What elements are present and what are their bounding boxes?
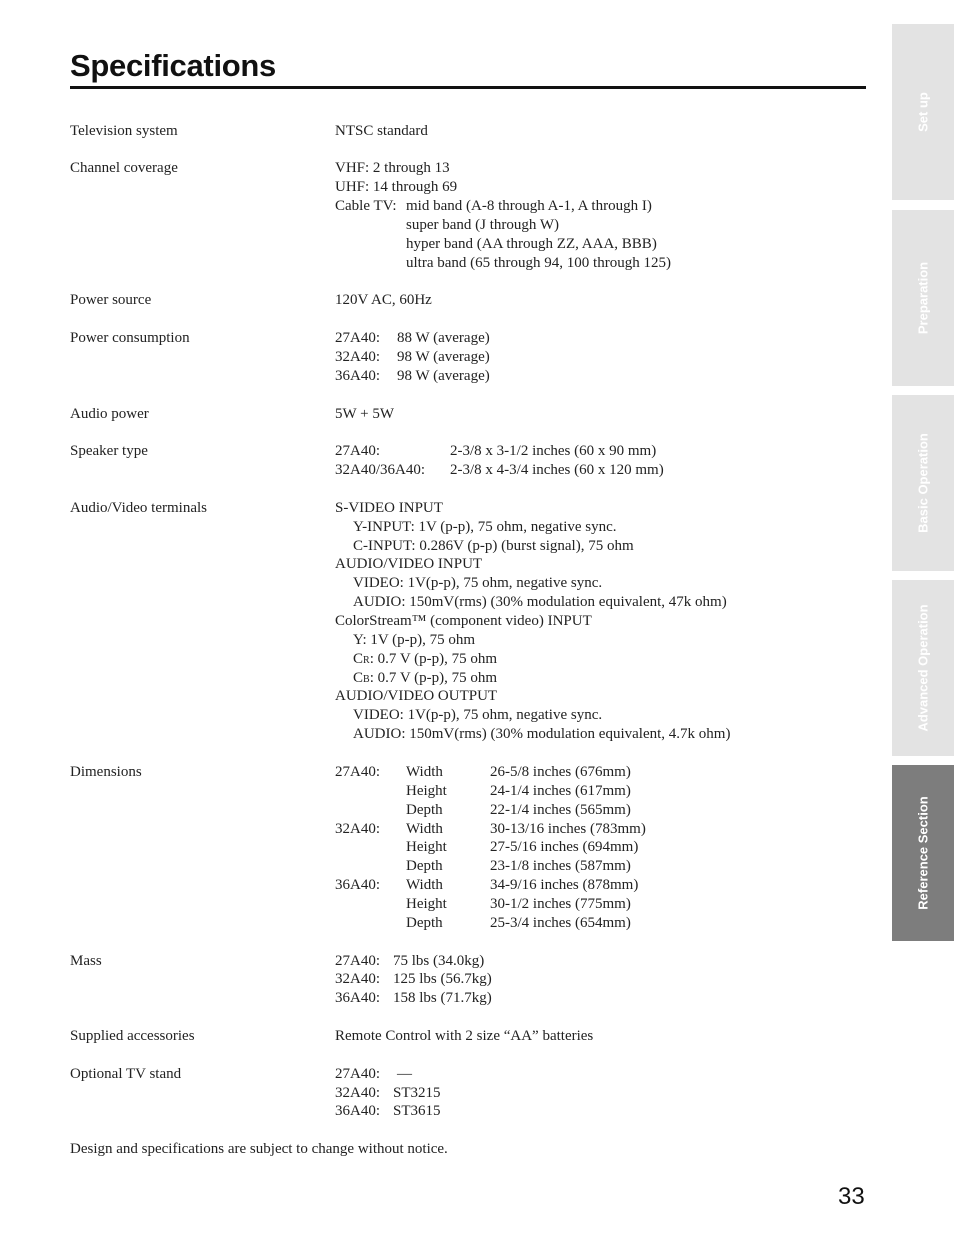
spec-value: Y-INPUT: 1V (p-p), 75 ohm, negative sync. [353,519,617,535]
spec-value: — [397,1066,412,1082]
model-label: 27A40: [335,330,380,346]
model-label: 32A40: [335,971,380,987]
spec-value: 2-3/8 x 4-3/4 inches (60 x 120 mm) [450,462,664,478]
dimension-name: Width [406,764,443,780]
dimension-name: Height [406,839,447,855]
spec-value: AUDIO: 150mV(rms) (30% modulation equivalent, 4.7k ohm) [353,726,731,742]
tab-set-up[interactable] [892,24,954,200]
model-label: 36A40: [335,1103,380,1119]
spec-value: VIDEO: 1V(p-p), 75 ohm, negative sync. [353,707,603,723]
spec-cable-band: mid band (A-8 through A-1, A through I) [406,198,652,214]
spec-cable-prefix: Cable TV: [335,198,397,214]
dimension-name: Depth [406,802,443,818]
tab-label: Advanced Operation [915,604,931,732]
dimension-name: Width [406,821,443,837]
dimension-name: Height [406,783,447,799]
model-label: 32A40: [335,821,380,837]
dimension-value: 34-9/16 inches (878mm) [490,877,639,893]
model-label: 27A40: [335,953,380,969]
spec-value-audio-power: 5W + 5W [335,406,395,422]
dimension-value: 27-5/16 inches (694mm) [490,839,639,855]
spec-value-cb: CB: 0.7 V (p-p), 75 ohm [353,670,498,686]
title-rule [70,86,866,89]
dimension-value: 22-1/4 inches (565mm) [490,802,631,818]
spec-heading-svideo: S-VIDEO INPUT [335,500,443,516]
model-label: 27A40: [335,764,380,780]
dimension-name: Height [406,896,447,912]
spec-value: 2-3/8 x 3-1/2 inches (60 x 90 mm) [450,443,657,459]
spec-value: 158 lbs (71.7kg) [393,990,492,1006]
spec-value: 98 W (average) [397,368,490,384]
tab-label: Basic Operation [915,433,931,533]
dimension-name: Depth [406,915,443,931]
model-label: 27A40: [335,443,380,459]
dimension-value: 25-3/4 inches (654mm) [490,915,631,931]
spec-label-power-source: Power source [70,292,152,308]
dimension-value: 30-13/16 inches (783mm) [490,821,646,837]
spec-value-vhf: VHF: 2 through 13 [335,160,450,176]
model-label: 36A40: [335,990,380,1006]
dimension-value: 26-5/8 inches (676mm) [490,764,631,780]
spec-label-power-consumption: Power consumption [70,330,190,346]
tab-advanced-operation[interactable] [892,580,954,756]
footnote: Design and specifications are subject to change without notice. [70,1141,448,1157]
spec-heading-av-input: AUDIO/VIDEO INPUT [335,556,483,572]
spec-value: Y: 1V (p-p), 75 ohm [353,632,476,648]
dimension-value: 24-1/4 inches (617mm) [490,783,631,799]
spec-cable-band: hyper band (AA through ZZ, AAA, BBB) [406,236,657,252]
model-label: 32A40/36A40: [335,462,425,478]
spec-label-av-terminals: Audio/Video terminals [70,500,207,516]
dimension-name: Depth [406,858,443,874]
tab-preparation[interactable] [892,210,954,386]
tab-basic-operation[interactable] [892,395,954,571]
model-label: 36A40: [335,877,380,893]
tab-label: Preparation [915,261,931,335]
spec-value-cr: CR: 0.7 V (p-p), 75 ohm [353,651,498,667]
spec-value-power-source: 120V AC, 60Hz [335,292,432,308]
spec-value: C-INPUT: 0.286V (p-p) (burst signal), 75 ohm [353,538,634,554]
spec-label-mass: Mass [70,953,102,969]
model-label: 36A40: [335,368,380,384]
spec-value: 75 lbs (34.0kg) [393,953,485,969]
spec-heading-colorstream: ColorStream™ (component video) INPUT [335,613,592,629]
spec-value: 125 lbs (56.7kg) [393,971,492,987]
spec-cable-band: super band (J through W) [406,217,560,233]
dimension-value: 23-1/8 inches (587mm) [490,858,631,874]
model-label: 27A40: [335,1066,380,1082]
spec-label-accessories: Supplied accessories [70,1028,195,1044]
spec-label-tv-stand: Optional TV stand [70,1066,182,1082]
tab-label: Reference Section [915,796,931,910]
spec-value: 88 W (average) [397,330,490,346]
spec-value: ST3615 [393,1103,441,1119]
spec-value: VIDEO: 1V(p-p), 75 ohm, negative sync. [353,575,603,591]
dimension-value: 30-1/2 inches (775mm) [490,896,631,912]
model-label: 32A40: [335,1085,380,1101]
spec-label-channel: Channel coverage [70,160,178,176]
spec-label-tv-system: Television system [70,123,178,139]
spec-value-uhf: UHF: 14 through 69 [335,179,458,195]
spec-value: AUDIO: 150mV(rms) (30% modulation equivalent, 47k ohm) [353,594,727,610]
model-label: 32A40: [335,349,380,365]
spec-value-accessories: Remote Control with 2 size “AA” batteries [335,1028,594,1044]
spec-cable-band: ultra band (65 through 94, 100 through 125) [406,255,671,271]
dimension-name: Width [406,877,443,893]
spec-label-dimensions: Dimensions [70,764,142,780]
spec-label-audio-power: Audio power [70,406,149,422]
spec-label-speaker: Speaker type [70,443,148,459]
spec-value: ST3215 [393,1085,441,1101]
spec-value: 98 W (average) [397,349,490,365]
page-title: Specifications [70,48,276,83]
tab-reference-section[interactable] [892,765,954,941]
page-number: 33 [838,1183,865,1210]
tab-label: Set up [915,92,931,132]
spec-heading-av-output: AUDIO/VIDEO OUTPUT [335,688,498,704]
spec-value-tv-system: NTSC standard [335,123,428,139]
